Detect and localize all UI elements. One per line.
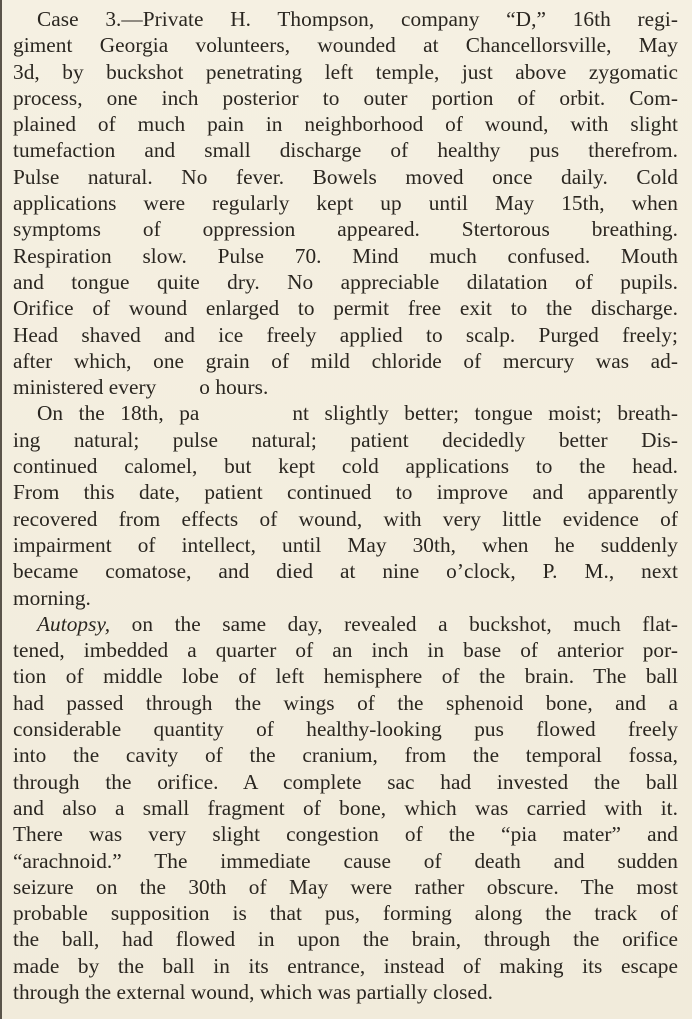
- text-line: Pulse natural. No fever. Bowels moved once daily. Cold: [13, 164, 678, 189]
- text-line: plained of much pain in neighborhood of wound, with slight: [13, 112, 678, 137]
- text-line: continued calomel, but kept cold applications to the head.: [13, 454, 678, 479]
- text-line: From this date, patient continued to improve and apparently: [13, 480, 678, 505]
- text-line: process, one inch posterior to outer portion of orbit. Com-: [13, 85, 678, 110]
- autopsy-heading: Autopsy,: [37, 611, 111, 636]
- text-line: and tongue quite dry. No appreciable dilatation of pupils.: [13, 269, 678, 294]
- text-line: Respiration slow. Pulse 70. Mind much confused. Mouth: [13, 243, 678, 268]
- text-line: became comatose, and died at nine o’clock, P. M., next: [13, 559, 678, 584]
- text-line: tumefaction and small discharge of healthy pus therefrom.: [13, 138, 678, 163]
- text-line: tion of middle lobe of left hemisphere of the brain. The ball: [13, 664, 678, 689]
- text-line: applications were regularly kept up until May 15th, when: [13, 191, 678, 216]
- text-line: There was very slight congestion of the “pia mater” and: [13, 822, 678, 847]
- text-line: Case 3.—Private H. Thompson, company “D,” 16th regi-: [37, 7, 678, 31]
- text-line: “arachnoid.” The immediate cause of death and sudden: [13, 848, 678, 873]
- text-line: probable supposition is that pus, forming along the track of: [13, 901, 678, 926]
- paragraph: [13, 6, 678, 400]
- text-line: ministered every o hours.: [13, 375, 269, 400]
- text-line: tened, imbedded a quarter of an inch in base of anterior por-: [13, 638, 678, 663]
- text-line: seizure on the 30th of May were rather obscure. The most: [13, 874, 678, 899]
- text-line: made by the ball in its entrance, instead of making its escape: [13, 953, 678, 978]
- text-line: Orifice of wound enlarged to permit free exit to the discharge.: [13, 296, 678, 321]
- text-line: the ball, had flowed in upon the brain, through the orifice: [13, 927, 678, 952]
- text-line: after which, one grain of mild chloride of mercury was ad-: [13, 348, 678, 373]
- text-line: giment Georgia volunteers, wounded at Chancellorsville, May: [13, 33, 678, 58]
- text-run: on the same day, revealed a buckshot, much flat-: [110, 611, 678, 636]
- text-line: 3d, by buckshot penetrating left temple, just above zygomatic: [13, 59, 678, 84]
- text-line: Head shaved and ice freely applied to scalp. Purged freely;: [13, 322, 678, 347]
- text-line: through the external wound, which was partially closed.: [13, 979, 494, 1004]
- text-line: recovered from effects of wound, with very little evidence of: [13, 506, 678, 531]
- text-line: considerable quantity of healthy-looking pus flowed freely: [13, 717, 678, 742]
- paragraph: [13, 400, 678, 610]
- paragraph: [13, 611, 678, 1005]
- text-line: ing natural; pulse natural; patient decidedly better Dis-: [13, 427, 678, 452]
- text-line: had passed through the wings of the sphenoid bone, and a: [13, 690, 678, 715]
- text-line: and also a small fragment of bone, which was carried with it.: [13, 795, 678, 820]
- text-line: into the cavity of the cranium, from the temporal fossa,: [13, 743, 678, 768]
- text-line: symptoms of oppression appeared. Stertorous breathing.: [13, 217, 678, 242]
- text-line: [13, 611, 678, 637]
- text-line: morning.: [13, 585, 91, 610]
- text-line: through the orifice. A complete sac had invested the ball: [13, 769, 678, 794]
- text-line: impairment of intellect, until May 30th, when he suddenly: [13, 532, 678, 557]
- text-line: On the 18th, pa nt slightly better; tongue moist; breath-: [37, 401, 678, 426]
